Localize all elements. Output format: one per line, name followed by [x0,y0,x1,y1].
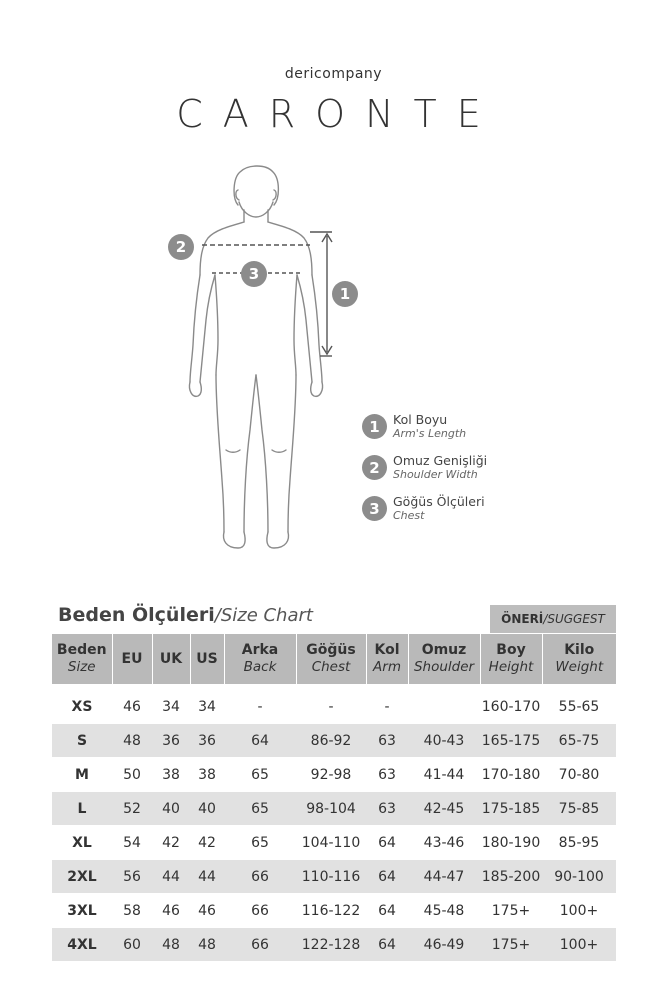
table-cell: 45-48 [408,894,480,928]
table-cell: 64 [366,826,408,860]
table-cell: 63 [366,792,408,826]
legend-label-tr: Kol Boyu [393,412,448,427]
marker-1-badge: 1 [332,281,358,307]
measurement-legend [362,413,487,536]
table-cell: 38 [152,758,190,792]
table-cell: 116-122 [296,894,366,928]
table-cell: 66 [224,860,296,894]
table-row [52,928,616,962]
column-header-en: Shoulder [413,659,475,675]
table-cell: - [296,687,366,724]
column-header-en: Back [243,659,277,675]
table-row [52,724,616,758]
column-header [152,634,190,687]
size-cell: 4XL [52,928,112,962]
table-cell: 185-200 [480,860,542,894]
table-cell: 64 [366,894,408,928]
size-cell: S [52,724,112,758]
table-cell: 65-75 [542,724,616,758]
column-header-en: Weight [555,659,604,675]
table-cell: 64 [224,724,296,758]
table-cell: 36 [152,724,190,758]
column-header-tr: Kilo [564,642,595,658]
table-cell: 63 [366,758,408,792]
body-outline-svg [160,160,370,560]
brand-name: dericompany [284,66,383,82]
marker-3-badge: 3 [241,261,267,287]
table-cell: 54 [112,826,152,860]
table-cell: 64 [366,860,408,894]
size-chart-table [52,634,616,961]
size-cell: 2XL [52,860,112,894]
table-cell: 36 [190,724,224,758]
legend-item-chest [362,495,487,522]
table-cell: 41-44 [408,758,480,792]
table-cell: 42 [152,826,190,860]
body-figure-illustration [160,160,370,564]
column-header-tr: Beden [56,642,107,658]
table-cell: 180-190 [480,826,542,860]
table-cell: 44 [190,860,224,894]
table-cell: 160-170 [480,687,542,724]
legend-badge: 2 [362,455,387,480]
column-header-tr: UK [159,650,183,667]
legend-item-arm-length [362,413,487,440]
title-slash: / [214,605,221,626]
table-cell: 122-128 [296,928,366,962]
table-cell: 56 [112,860,152,894]
table-body [52,687,616,961]
table-row [52,860,616,894]
column-header-tr: Göğüs [306,642,356,658]
table-cell: 165-175 [480,724,542,758]
title-en: Size Chart [220,605,313,626]
table-cell: 100+ [542,928,616,962]
table-cell: 65 [224,758,296,792]
table-row [52,758,616,792]
table-cell: 70-80 [542,758,616,792]
column-header [296,634,366,687]
column-header [408,634,480,687]
column-header-en: Chest [311,659,351,675]
table-cell: 46 [152,894,190,928]
column-header-en: Size [67,659,96,675]
table-cell: 46 [112,687,152,724]
size-cell: XS [52,687,112,724]
table-row [52,894,616,928]
column-header-tr: Omuz [421,642,467,658]
table-cell: 40 [190,792,224,826]
table-cell: 48 [152,928,190,962]
table-cell [408,687,480,724]
column-header [52,634,112,687]
legend-label-tr: Göğüs Ölçüleri [393,494,485,509]
table-cell: 34 [190,687,224,724]
table-cell: 65 [224,792,296,826]
table-cell: 65 [224,826,296,860]
column-header-tr: Kol [374,642,400,658]
legend-label-en: Chest [393,509,425,522]
column-header-tr: EU [121,650,143,667]
table-cell: 46 [190,894,224,928]
marker-2-badge: 2 [168,234,194,260]
suggest-en: SUGGEST [547,612,605,626]
table-cell: 90-100 [542,860,616,894]
table-cell: 38 [190,758,224,792]
column-header [190,634,224,687]
table-cell: 52 [112,792,152,826]
size-cell: L [52,792,112,826]
column-header-tr: Boy [496,642,526,658]
column-header [480,634,542,687]
column-header [366,634,408,687]
table-cell: 66 [224,894,296,928]
table-cell: 75-85 [542,792,616,826]
table-cell: 175+ [480,894,542,928]
table-cell: 55-65 [542,687,616,724]
product-logo: CARONTE [176,92,501,136]
table-row [52,792,616,826]
table-cell: 48 [190,928,224,962]
table-cell: 98-104 [296,792,366,826]
legend-badge: 3 [362,496,387,521]
size-cell: XL [52,826,112,860]
table-cell: 50 [112,758,152,792]
column-header-en: Height [488,659,534,675]
size-cell: 3XL [52,894,112,928]
size-cell: M [52,758,112,792]
column-header-tr: Arka [241,642,279,658]
table-cell: 58 [112,894,152,928]
column-header [542,634,616,687]
table-header-row [52,634,616,687]
table-cell: 92-98 [296,758,366,792]
title-tr: Beden Ölçüleri [58,604,215,626]
table-cell: 104-110 [296,826,366,860]
suggest-tr: ÖNERİ [501,612,544,626]
table-cell: 46-49 [408,928,480,962]
suggest-slash: / [543,612,548,626]
table-cell: 60 [112,928,152,962]
column-header [224,634,296,687]
table-cell: 44-47 [408,860,480,894]
table-row [52,687,616,724]
suggest-badge [490,605,616,633]
table-cell: 34 [152,687,190,724]
table-cell: 85-95 [542,826,616,860]
column-header-tr: US [196,650,218,667]
legend-item-shoulder-width [362,454,487,481]
table-cell: 175+ [480,928,542,962]
table-cell: 64 [366,928,408,962]
table-cell: 110-116 [296,860,366,894]
table-cell: 40-43 [408,724,480,758]
table-cell: - [366,687,408,724]
table-cell: 86-92 [296,724,366,758]
table-row [52,826,616,860]
table-cell: - [224,687,296,724]
column-header [112,634,152,687]
legend-badge: 1 [362,414,387,439]
legend-label-en: Arm's Length [393,427,467,440]
size-chart-title [58,604,313,626]
legend-label-tr: Omuz Genişliği [393,453,488,468]
table-cell: 44 [152,860,190,894]
table-cell: 42 [190,826,224,860]
table-cell: 170-180 [480,758,542,792]
table-cell: 100+ [542,894,616,928]
table-cell: 63 [366,724,408,758]
table-cell: 42-45 [408,792,480,826]
table-cell: 175-185 [480,792,542,826]
table-cell: 48 [112,724,152,758]
legend-label-en: Shoulder Width [393,468,478,481]
table-cell: 43-46 [408,826,480,860]
column-header-en: Arm [373,659,401,675]
table-cell: 40 [152,792,190,826]
table-cell: 66 [224,928,296,962]
